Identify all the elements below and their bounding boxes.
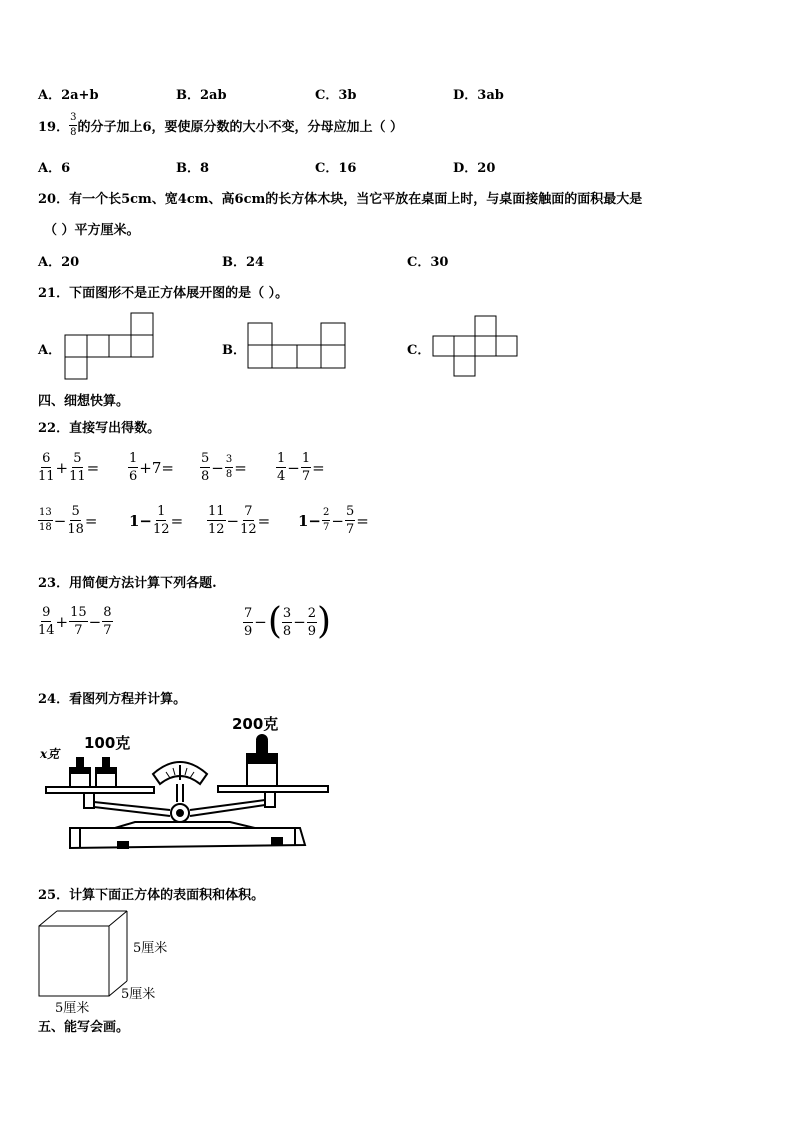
option-b: B．2ab	[176, 88, 227, 103]
fraction: $\frac{1}{4}$	[277, 451, 286, 484]
net-a-figure	[60, 310, 160, 380]
question-number: 19．	[38, 120, 70, 135]
option-b-label: B．	[222, 343, 246, 358]
question-text: 的分子加上6，要使原分数的大小不变，分母应加上（ ）	[77, 120, 404, 135]
question-25: 25．计算下面正方体的表面积和体积。	[38, 888, 265, 903]
option-d: D．3ab	[453, 88, 504, 103]
question-21: 21．下面图形不是正方体展开图的是（ ）。	[38, 286, 289, 301]
expression: 1− $\frac{2}{7}$ − $\frac{5}{7}$ =	[298, 504, 369, 537]
fraction: $\frac{1}{7}$	[301, 451, 311, 484]
right-weight-label: 200克	[232, 715, 279, 733]
expression: $\frac{1}{4}$ − $\frac{1}{7}$ =	[277, 451, 325, 484]
question-20-line1: 20．有一个长5cm、宽4cm、高6cm的长方体木块，当它平放在桌面上时，与桌面接触面的面积最大是	[38, 192, 643, 207]
left-weight-label: 100克	[84, 734, 131, 752]
right-paren: )	[317, 601, 332, 642]
fraction: $\frac{1}{6}$	[129, 451, 138, 484]
fraction: $\frac{8}{7}$	[103, 605, 112, 638]
option-c: C．16	[315, 161, 357, 176]
expression: $\frac{1}{6}$ +7=	[129, 451, 174, 484]
option-a: A．20	[38, 255, 80, 270]
question-24: 24．看图列方程并计算。	[38, 692, 187, 707]
fraction: $\frac{5}{18}$	[67, 504, 84, 537]
question-22: 22．直接写出得数。	[38, 421, 161, 436]
fraction: $\frac{11}{12}$	[208, 504, 225, 537]
fraction: $\frac{13}{18}$	[39, 507, 52, 533]
fraction: $\frac{7}{9}$	[244, 605, 253, 639]
option-c-label: C．	[407, 343, 431, 358]
balance-scale-figure	[40, 710, 340, 860]
fraction: $\frac{5}{7}$	[345, 504, 355, 537]
expression: $\frac{7}{9}$ − ( $\frac{3}{8}$ − $\frac{2}{9}$ )	[244, 601, 332, 642]
expression: $\frac{11}{12}$ − $\frac{7}{12}$ =	[208, 504, 271, 537]
fraction: $\frac{3}{8}$	[282, 605, 292, 639]
fraction: $\frac{9}{14}$	[38, 605, 55, 638]
option-a-label: A．	[38, 343, 62, 358]
fraction: $\frac{2}{9}$	[307, 605, 317, 639]
fraction: $\frac{3}{8}$	[70, 112, 77, 138]
expression: $\frac{6}{11}$ + $\frac{5}{11}$ =	[38, 451, 100, 484]
dimension-label: 5厘米	[55, 1001, 90, 1016]
expression: $\frac{9}{14}$ + $\frac{15}{7}$ − $\frac{8}{7}$	[38, 605, 112, 638]
left-paren: (	[267, 601, 282, 642]
option-b: B．8	[176, 161, 210, 176]
fraction: $\frac{1}{12}$	[153, 504, 170, 537]
fraction: $\frac{7}{12}$	[240, 504, 257, 537]
fraction: $\frac{15}{7}$	[70, 605, 87, 638]
expression: 1− $\frac{1}{12}$ =	[129, 504, 184, 537]
net-c-figure	[430, 313, 520, 379]
section-heading: 四、细想快算。	[38, 394, 130, 409]
fraction: $\frac{5}{8}$	[201, 451, 210, 484]
question-20-line2: （ ）平方厘米。	[44, 223, 140, 238]
option-c: C．3b	[315, 88, 357, 103]
net-b-figure	[245, 320, 350, 372]
fraction: $\frac{6}{11}$	[38, 451, 55, 484]
fraction: $\frac{3}{8}$	[225, 454, 233, 480]
option-d: D．20	[453, 161, 496, 176]
option-a: A．6	[38, 161, 71, 176]
question-23: 23．用简便方法计算下列各题.	[38, 576, 217, 591]
fraction: $\frac{5}{11}$	[69, 451, 86, 484]
expression: $\frac{5}{8}$ − $\frac{3}{8}$ =	[201, 451, 247, 484]
fraction: $\frac{2}{7}$	[323, 507, 330, 533]
option-b: B．24	[222, 255, 265, 270]
question-19	[38, 113, 403, 138]
section-heading: 五、能写会画。	[38, 1020, 130, 1035]
expression: $\frac{13}{18}$ − $\frac{5}{18}$ =	[39, 504, 98, 537]
dimension-label: 5厘米	[121, 987, 156, 1002]
x-label: x克	[40, 747, 60, 761]
dimension-label: 5厘米	[133, 941, 168, 956]
option-a: A．2a+b	[38, 88, 99, 103]
option-c: C．30	[407, 255, 449, 270]
